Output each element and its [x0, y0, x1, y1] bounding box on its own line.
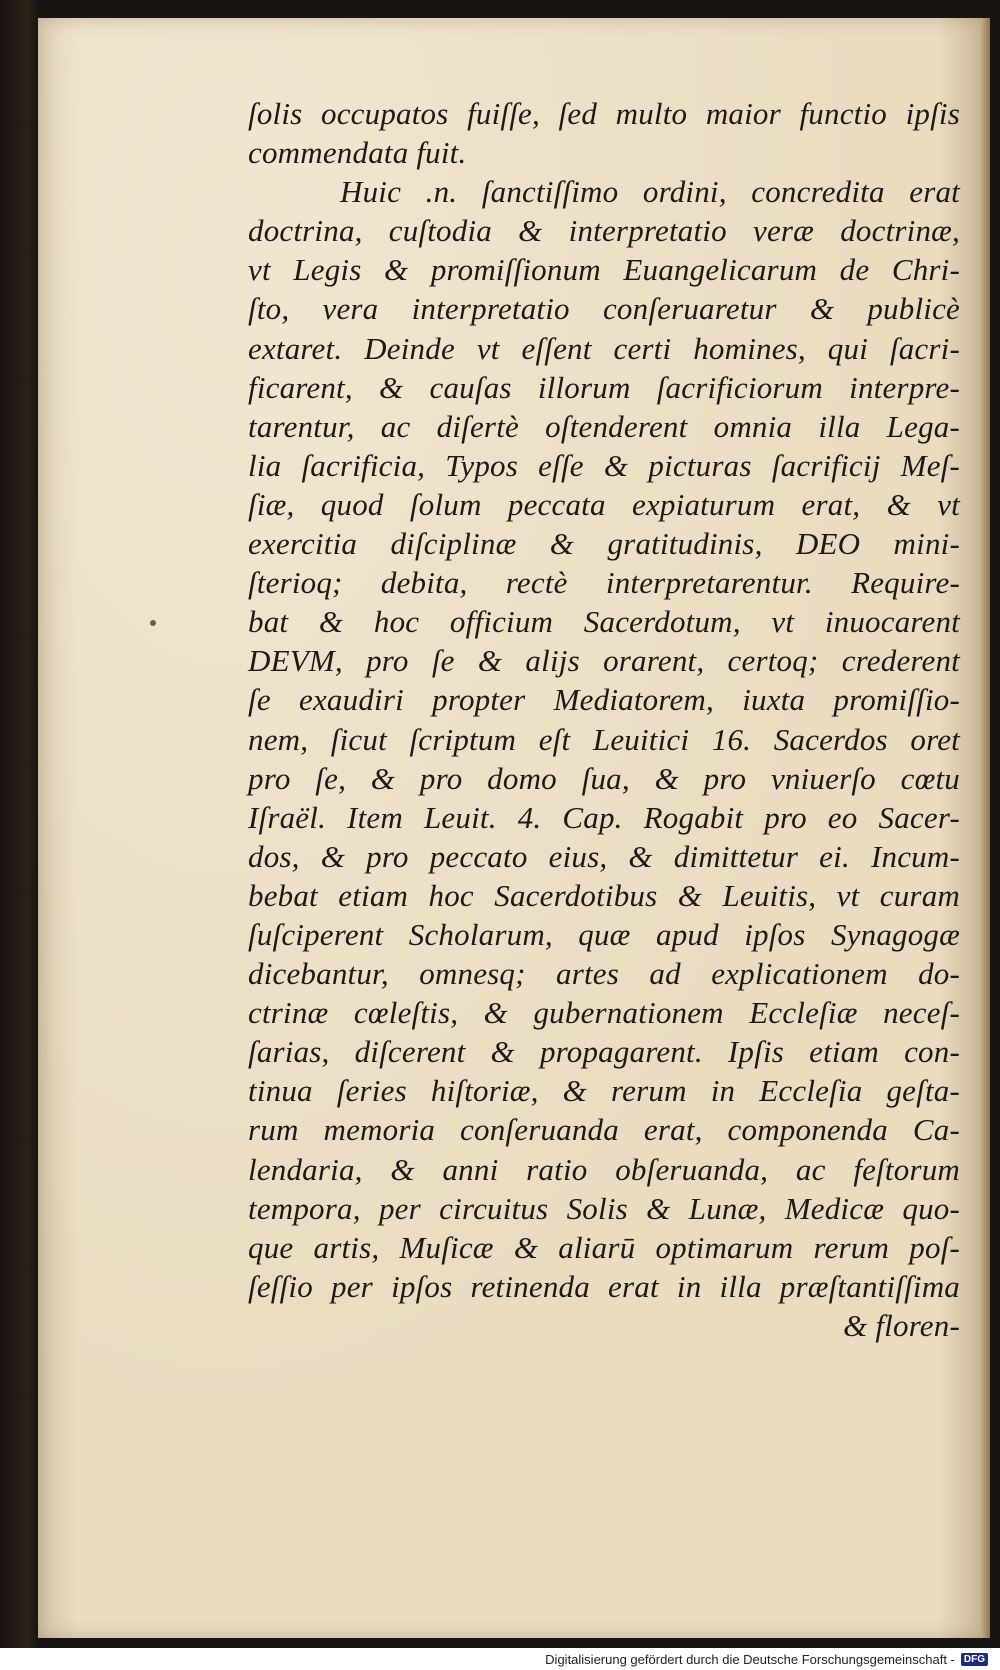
text-line: que artis, Muſicæ & aliarū optimarum rerum poſ-: [248, 1229, 960, 1265]
dfg-logo: DFG: [961, 1653, 988, 1666]
text-line: bat & hoc officium Sacerdotum, vt inuocarent: [248, 604, 960, 640]
text-line: doctrina, cuſtodia & interpretatio veræ doctrinæ,: [248, 213, 960, 249]
margin-mark: [150, 620, 156, 626]
text-line: Iſraël. Item Leuit. 4. Cap. Rogabit pro eo Sacer-: [248, 799, 960, 835]
text-line: vt Legis & promiſſionum Euangelicarum de Chri-: [248, 252, 960, 288]
text-line: rum memoria conſeruanda erat, componenda Ca-: [248, 1112, 960, 1148]
text-line: extaret. Deinde vt eſſent certi homines, qui ſacri-: [248, 330, 960, 366]
digitization-footer: [0, 1648, 1000, 1670]
text-line: dos, & pro peccato eius, & dimittetur ei. Incum-: [248, 838, 960, 874]
text-line: ficarent, & cauſas illorum ſacrificiorum interpre-: [248, 369, 960, 405]
text-line: nem, ſicut ſcriptum eſt Leuitici 16. Sacerdos oret: [248, 721, 960, 757]
text-line: lia ſacrificia, Typos eſſe & picturas ſacrificij Meſ-: [248, 447, 960, 483]
text-line: ſolis occupatos fuiſſe, ſed multo maior functio ipſis: [248, 96, 960, 131]
text-line: ctrinæ cœleſtis, & gubernationem Eccleſiæ neceſ-: [248, 995, 960, 1031]
text-line: lendaria, & anni ratio obſeruanda, ac feſtorum: [248, 1151, 960, 1187]
text-line: Huic .n. ſanctiſſimo ordini, concredita erat: [340, 174, 960, 210]
text-line: exercitia diſciplinæ & gratitudinis, DEO mini-: [248, 526, 960, 562]
text-line: tarentur, ac diſertè oſtenderent omnia illa Lega-: [248, 408, 960, 444]
text-line: ſterioq; debita, rectè interpretarentur. Require-: [248, 565, 960, 601]
text-line: tinua ſeries hiſtoriæ, & rerum in Eccleſia geſta-: [248, 1073, 960, 1109]
text-line: pro ſe, & pro domo ſua, & pro vniuerſo cœtu: [248, 760, 960, 796]
text-line: ſarias, diſcerent & propagarent. Ipſis etiam con-: [248, 1034, 960, 1070]
footer-credit: Digitalisierung gefördert durch die Deutsche Forschungsgemeinschaft -: [545, 1651, 955, 1667]
page-edge: [980, 18, 990, 1638]
text-line: ſuſciperent Scholarum, quæ apud ipſos Synagogæ: [248, 916, 960, 952]
text-line: ſe exaudiri propter Mediatorem, iuxta promiſſio-: [248, 682, 960, 718]
text-line: bebat etiam hoc Sacerdotibus & Leuitis, vt curam: [248, 877, 960, 913]
text-line: commendata fuit.: [248, 135, 467, 171]
catchword: & floren-: [843, 1307, 960, 1343]
text-line: dicebantur, omnesq; artes ad explicationem do-: [248, 956, 960, 992]
text-line: ſto, vera interpretatio conſeruaretur & publicè: [248, 291, 960, 327]
text-line: DEVM, pro ſe & alijs orarent, certoq; crederent: [248, 643, 960, 679]
text-line: ſiæ, quod ſolum peccata expiaturum erat, & vt: [248, 486, 960, 522]
text-line: ſeſſio per ipſos retinenda erat in illa præſtantiſſima: [248, 1268, 960, 1304]
page-text: [248, 94, 960, 1345]
text-line: tempora, per circuitus Solis & Lunæ, Medicæ quo-: [248, 1190, 960, 1226]
